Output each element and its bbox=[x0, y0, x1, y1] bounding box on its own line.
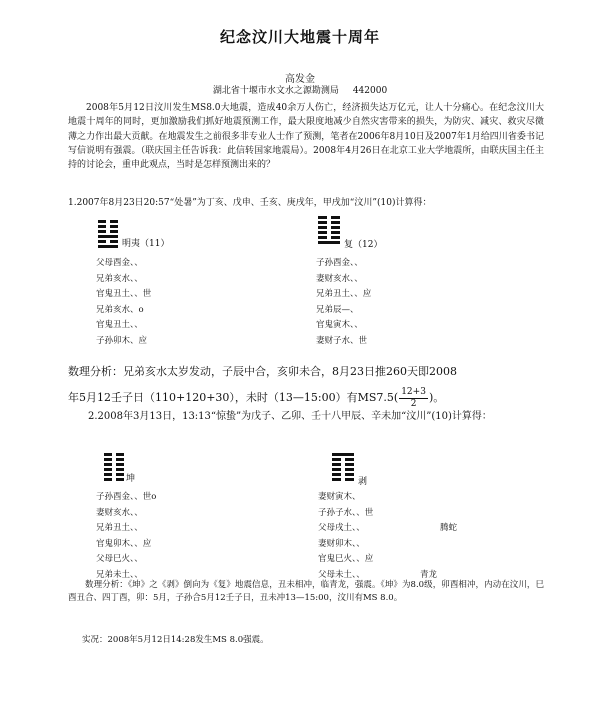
affiliation-name: 湖北省十堰市水文水之源勘测局 bbox=[212, 86, 339, 96]
fraction-numerator: 12+3 bbox=[401, 386, 426, 397]
fraction bbox=[399, 387, 428, 410]
analysis-1-line-2 bbox=[68, 385, 558, 411]
hexagram-line: 子孙酉金、、世o bbox=[96, 492, 157, 502]
fraction-denominator: 2 bbox=[410, 398, 417, 409]
hexagram-mingyi-name: 明夷（11） bbox=[122, 239, 170, 249]
hexagram-kun-lines bbox=[96, 490, 156, 584]
hexagram-line: 官鬼卯木、、应 bbox=[96, 538, 152, 549]
hexagram-line: 子孙子水、、世 bbox=[318, 507, 374, 518]
hexagram-line: 妻财亥水、、 bbox=[316, 273, 363, 284]
spirit-mark-tengshe bbox=[440, 521, 457, 537]
author-name: 高发金 bbox=[285, 74, 315, 85]
hexagram-line: 兄弟亥水、o bbox=[96, 304, 144, 315]
hexagram-line: 兄弟亥水、、 bbox=[96, 273, 143, 284]
hexagram-line: 妻财亥水、、 bbox=[96, 507, 143, 518]
analysis-2: 数理分析：《坤》之《剥》倒向为《复》地震信息，丑未相冲，临青龙，强震。《坤》为8.0级，卯酉相冲，内动在汶川，巳酉丑合、四丁酉，卯：5月，子孙合5月12壬子日，丑未冲13—15:00，汶川有MS 8.0。 bbox=[68, 580, 544, 603]
actual-event: 实况：2008年5月12日14:28发生MS 8.0强震。 bbox=[82, 635, 269, 645]
analysis-1-line-1: 数理分析：兄弟亥水太岁发动，子辰中合，亥卯未合，8月23日推260天即2008 bbox=[68, 365, 457, 378]
analysis-1-line-2-text: 年5月12壬子日（110+120+30），未时（13—15:00）有MS7.5( bbox=[68, 391, 399, 404]
document-title: 纪念汶川大地震十周年 bbox=[219, 28, 380, 46]
hexagram-line: 兄弟丑土、、 bbox=[96, 523, 143, 534]
hexagram-line: 官鬼寅木、、 bbox=[316, 320, 363, 331]
intro-paragraph: 2008年5月12日汶川发生MS8.0大地震，造成40余万人伤亡，经济损失达万亿元，让人十分痛心。在纪念汶川大地震十周年的同时，更加激励我们抓好地震预测工作，最大限度地减少自然灾害带来的损失，为防灾、减灾、救灾尽微薄之力作出最大贡献。在地震发生之前很多非专业人士作了预测，笔者在2006年8月10日及2007年1月给四川省委书记写信说明有强震。（联庆国主任告诉我：此信转国家地震局）。2008年4月26日在北京工业大学地震所，由联庆国主任主持的讨论会，重申此观点，当时是怎样预测出来的？ bbox=[68, 103, 544, 171]
spirit-mark: 青龙 bbox=[420, 570, 438, 580]
hexagram-bo-name: 剥 bbox=[358, 477, 368, 487]
spirit-mark: 腾蛇 bbox=[440, 523, 458, 533]
hexagram-fu-lines bbox=[316, 256, 371, 350]
method-1-heading: 1.2007年8月23日20:57“处暑”为丁亥、戊申、壬亥、庚戌年，甲戌加“汶川”(10)计算得： bbox=[68, 198, 432, 208]
hexagram-line: 父母巳火、、 bbox=[96, 554, 143, 565]
hexagram-line: 兄弟丑土、、应 bbox=[316, 289, 372, 300]
analysis-1 bbox=[68, 359, 558, 411]
analysis-1-line-2-end: )。 bbox=[428, 391, 445, 404]
hexagram-line: 兄弟未土、、 bbox=[96, 569, 143, 580]
postal-code: 442000 bbox=[352, 86, 388, 96]
affiliation bbox=[0, 83, 600, 96]
hexagram-line: 父母酉金、、 bbox=[96, 258, 143, 268]
hexagram-line: 官鬼巳火、、应 bbox=[318, 554, 374, 565]
method-2-heading: 2.2008年3月13日，13:13“惊蛰”为戊子、乙卯、壬十八甲辰、辛未加“汶川”(10)计算得： bbox=[88, 411, 492, 422]
hexagram-line: 父母戌土、、 bbox=[318, 523, 365, 534]
hexagram-line: 子孙酉金、、 bbox=[316, 258, 363, 268]
hexagram-line: 兄弟辰—、 bbox=[316, 304, 359, 315]
hexagram-kun-name: 坤 bbox=[126, 474, 136, 484]
hexagram-line: 妻财卯木、、 bbox=[318, 538, 365, 549]
hexagram-line: 父母未土、、 bbox=[318, 569, 365, 580]
hexagram-line: 官鬼丑土、、 bbox=[96, 320, 143, 331]
hexagram-fu-name: 复（12） bbox=[344, 240, 383, 250]
hexagram-mingyi-lines bbox=[96, 256, 151, 350]
hexagram-line: 妻财寅木、 bbox=[318, 492, 361, 502]
hexagram-line: 妻财子水、世 bbox=[316, 335, 368, 346]
hexagram-bo-lines bbox=[318, 490, 373, 584]
hexagram-line: 官鬼丑土、、世 bbox=[96, 289, 152, 300]
hexagram-line: 子孙卯木、应 bbox=[96, 335, 148, 346]
